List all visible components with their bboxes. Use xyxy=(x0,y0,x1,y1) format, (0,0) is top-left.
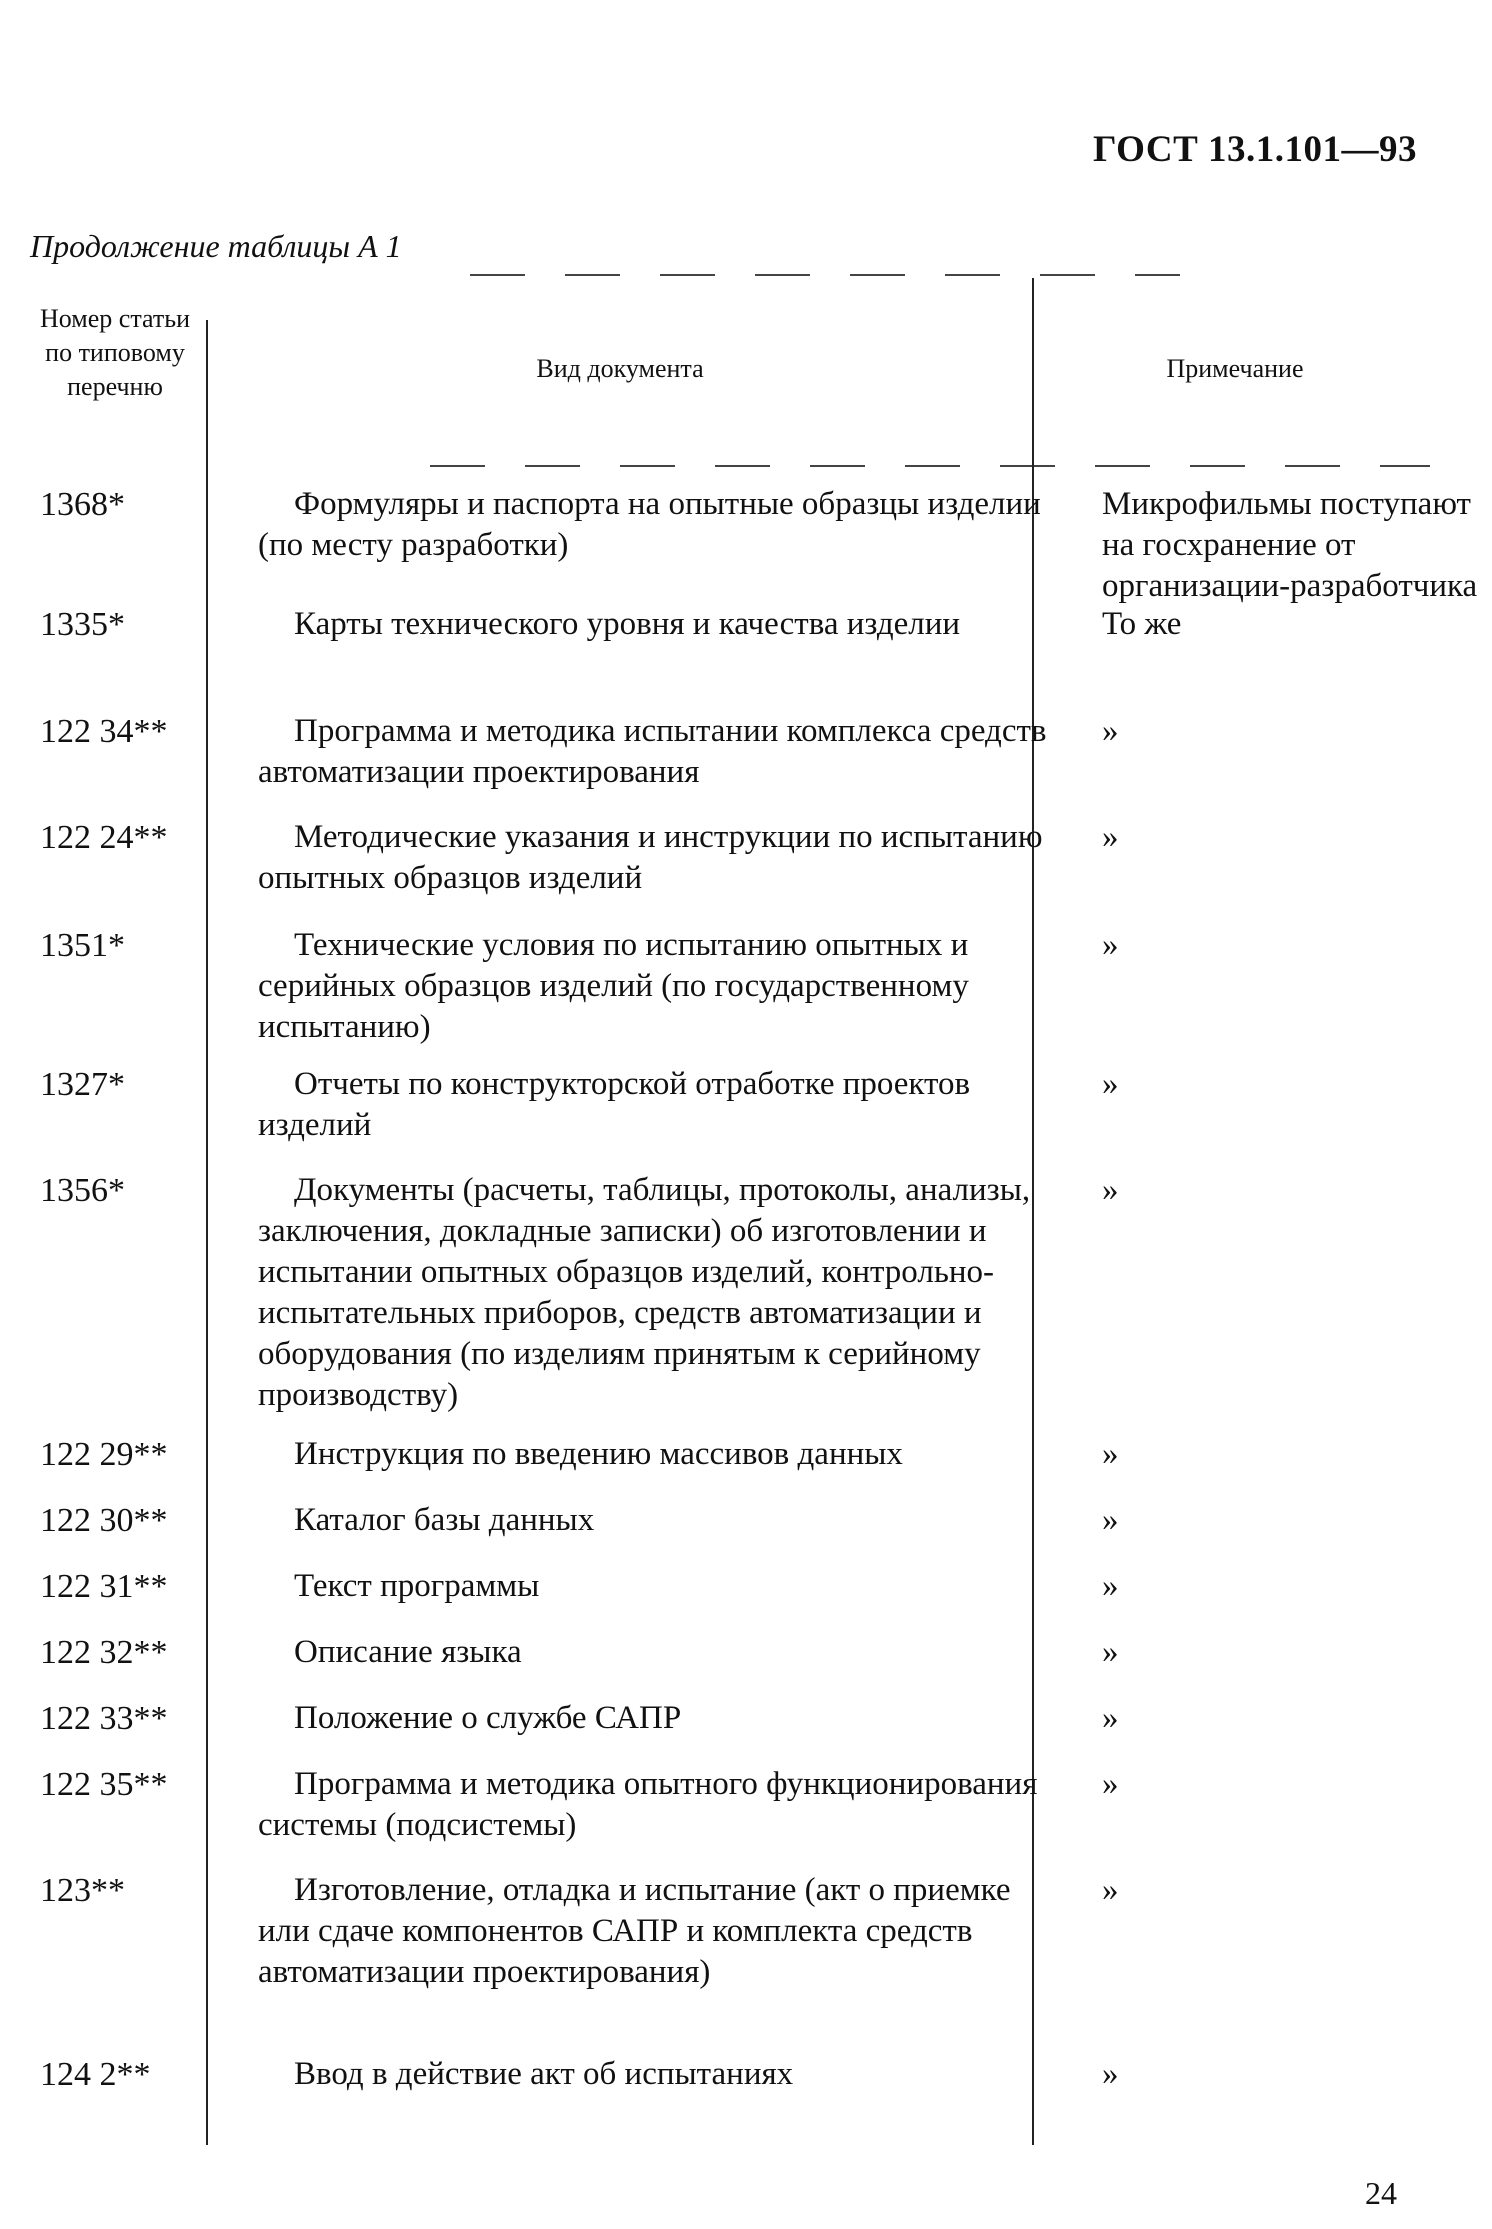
table-row xyxy=(0,1692,1492,1758)
row-note: » xyxy=(1102,927,1119,963)
row-document: Документы (расчеты, таблицы, протоколы, анализы, заключения, докладные записки) об изготовлении и испытании опытных образцов изделий, контрольно-испытательных приборов, средств автоматизации и оборудования (по изделиям принятым к серийному производству) xyxy=(258,1172,1031,1413)
table-row xyxy=(0,705,1492,811)
row-number: 122 34** xyxy=(40,713,168,750)
standard-designation: ГОСТ 13.1.101—93 xyxy=(1093,129,1417,170)
row-note: » xyxy=(1102,819,1119,855)
row-number: 1368* xyxy=(40,486,125,523)
row-number: 122 24** xyxy=(40,819,168,856)
row-note: » xyxy=(1102,1436,1119,1472)
column-header-note: Примечание xyxy=(1166,354,1304,383)
row-note: » xyxy=(1102,1066,1119,1102)
row-note: То же xyxy=(1102,606,1182,642)
row-number: 1351* xyxy=(40,927,125,964)
header-bottom-rule xyxy=(430,465,1430,467)
row-number: 124 2** xyxy=(40,2056,151,2093)
row-document: Описание языка xyxy=(294,1634,522,1670)
row-note: » xyxy=(1102,1700,1119,1736)
page-number: 24 xyxy=(1365,2175,1397,2211)
row-number: 122 35** xyxy=(40,1766,168,1803)
row-note: Микрофильмы поступают на госхранение от организации-разработчика xyxy=(1102,486,1478,604)
row-document: Технические условия по испытанию опытных и серийных образцов изделий (по государственному испытанию) xyxy=(258,927,969,1045)
table-row xyxy=(0,1560,1492,1626)
table-row xyxy=(0,2048,1492,2154)
row-number: 122 31** xyxy=(40,1568,168,1605)
row-document: Изготовление, отладка и испытание (акт о приемке или сдаче компонентов САПР и комплекта средств автоматизации проектирования) xyxy=(258,1872,1011,1990)
row-note: » xyxy=(1102,1634,1119,1670)
table-row xyxy=(0,1428,1492,1494)
row-note: » xyxy=(1102,713,1119,749)
table-row xyxy=(0,1626,1492,1692)
table-row xyxy=(0,478,1492,604)
table-row xyxy=(0,1494,1492,1560)
row-note: » xyxy=(1102,1766,1119,1802)
row-note: » xyxy=(1102,1502,1119,1538)
column-header-document: Вид документа xyxy=(536,354,704,383)
row-document: Карты технического уровня и качества изделии xyxy=(294,606,961,642)
row-note: » xyxy=(1102,1872,1119,1908)
row-number: 123** xyxy=(40,1872,125,1909)
header-top-rule xyxy=(470,274,1180,276)
row-document: Программа и методика испытании комплекса средств автоматизации проектирования xyxy=(258,713,1047,790)
table-body xyxy=(0,478,1492,2154)
table-row xyxy=(0,919,1492,1058)
row-document: Формуляры и паспорта на опытные образцы изделии (по месту разработки) xyxy=(258,486,1041,563)
row-number: 1356* xyxy=(40,1172,125,1209)
row-document: Инструкция по введению массивов данных xyxy=(294,1436,903,1472)
table-row xyxy=(0,1864,1492,2048)
row-number: 1327* xyxy=(40,1066,125,1103)
row-document: Текст программы xyxy=(294,1568,540,1604)
table-row xyxy=(0,811,1492,919)
row-document: Ввод в действие акт об испытаниях xyxy=(294,2056,794,2092)
row-note: » xyxy=(1102,2056,1119,2092)
row-note: » xyxy=(1102,1568,1119,1604)
column-header-number: Номер статьи по типовому перечню xyxy=(40,304,190,401)
table-row xyxy=(0,1758,1492,1864)
table-row xyxy=(0,1058,1492,1164)
row-document: Методические указания и инструкции по испытанию опытных образцов изделий xyxy=(258,819,1043,896)
row-number: 122 32** xyxy=(40,1634,168,1671)
table-row xyxy=(0,1164,1492,1428)
table-row xyxy=(0,598,1492,705)
row-number: 122 29** xyxy=(40,1436,168,1473)
row-number: 122 33** xyxy=(40,1700,168,1737)
table-caption: Продолжение таблицы А 1 xyxy=(30,228,402,264)
row-document: Отчеты по конструкторской отработке проектов изделий xyxy=(258,1066,971,1143)
row-number: 1335* xyxy=(40,606,125,643)
row-document: Положение о службе САПР xyxy=(294,1700,682,1736)
row-note: » xyxy=(1102,1172,1119,1208)
row-document: Каталог базы данных xyxy=(294,1502,595,1538)
row-number: 122 30** xyxy=(40,1502,168,1539)
row-document: Программа и методика опытного функционирования системы (подсистемы) xyxy=(258,1766,1038,1843)
